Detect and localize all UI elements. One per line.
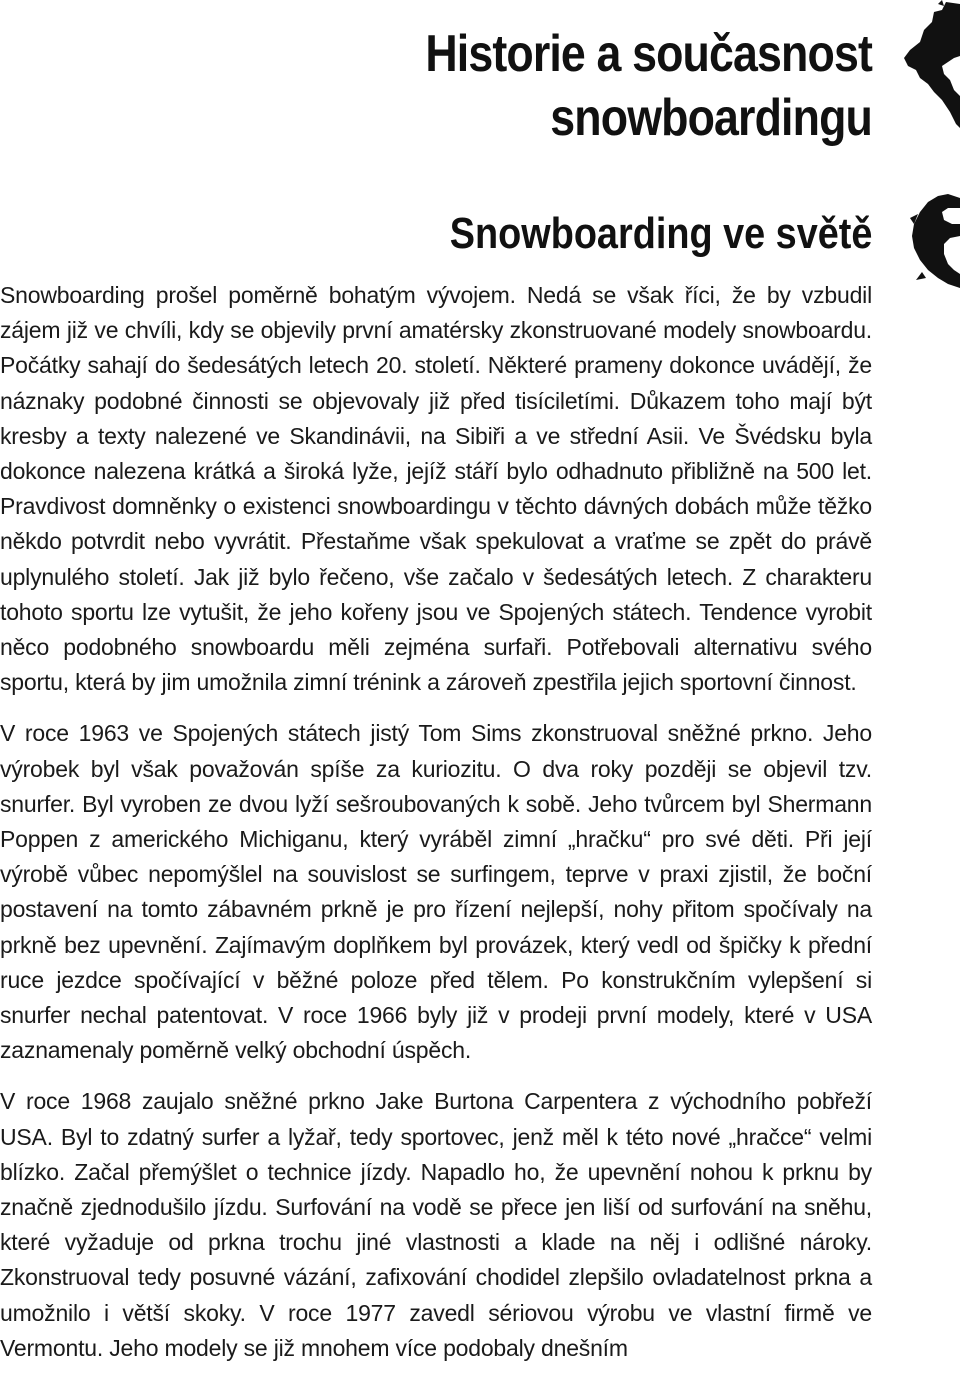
paragraph: V roce 1968 zaujalo sněžné prkno Jake Burtona Carpentera z východního pobřeží USA. Byl to zdatný surfer a lyžař, tedy sportovec, jenž měl k této nové „hračce“ velmi blízko. Začal přemýšlet o technice jízdy. Napadlo ho, že upevnění nohou k prknu by značně zjednodušilo jízdu. Surfování na vodě se přece jen liší od surfování na sněhu, které vyžaduje od prkna trochu jiné vlastnosti a klade na něj i odlišné nároky. Zkonstruoval tedy posuvné vázání, zafixování chodidel zlepšilo ovladatelnost prkna a umožnilo i větší skoky. V roce 1977 zavedl sériovou výrobu ve vlastní firmě ve Vermontu. Jeho modely se již mnohem více podobaly dnešním — [0, 1088, 872, 1361]
page-title: Historie a současnost snowboardingu — [425, 25, 872, 147]
paragraph: Snowboarding prošel poměrně bohatým vývojem. Nedá se však říci, že by vzbudil zájem již ve chvíli, kdy se objevily první amatérsky zkonstruované modely snowboardu. Počátky sahají do šedesátých letech 20. století. Některé prameny dokonce uvádějí, že náznaky podobné činnosti se objevovaly již před tisíciletími. Důkazem toho mají být kresby a texty nalezené ve Skandinávii, na Sibiři a ve střední Asii. Ve Švédsku byla dokonce nalezena krátká a široká lyže, jejíž stáří bylo odhadnuto přibližně na 500 let. Pravdivost domněnky o existenci snowboardingu v těchto dávných dobách může těžko někdo potvrdit nebo vyvrátit. Přestaňme však spekulovat a vraťme se zpět do právě uplynulého století. Jak již bylo řečeno, vše začalo v šedesátých letech. Z charakteru tohoto sportu lze vytušit, že jeho kořeny jsou ve Spojených státech. Tendence vyrobit něco podobného snowboardu měli zejména surfaři. Potřebovali alternativu svého sportu, která by jim umožnila zimní trénink a zároveň zpestřila jejich sportovní činnost. — [0, 282, 872, 696]
body-text — [0, 278, 872, 1382]
section-heading: Snowboarding ve světě — [449, 209, 872, 258]
paragraph: V roce 1963 ve Spojených státech jistý Tom Sims zkonstruoval sněžné prkno. Jeho výrobek byl však považován spíše za kuriozitu. O dva roky později se objevil tzv. snurfer. Byl vyroben ze dvou lyží sešroubovaných k sobě. Jeho tvůrcem byl Shermann Poppen z amerického Michiganu, který vyráběl zimní „hračku“ pro své děti. Při její výrobě vůbec nepomýšlel na souvislost se surfingem, teprve v praxi zjistil, že boční postavení na tomto zábavném prkně je pro řízení nejlepší, nohy přitom spočívaly na prkně bez upevnění. Zajímavým doplňkem byl provázek, který vedl od špičky k přední ruce jezdce spočívající v běžné poloze před tělem. Po konstrukčním vylepšení si snurfer nechal patentovat. V roce 1966 byly již v prodeji první modely, které v USA zaznamenaly poměrně velký obchodní úspěch. — [0, 720, 872, 1064]
brush-letter-icon — [898, 0, 960, 130]
brush-letter-icon — [898, 190, 960, 300]
